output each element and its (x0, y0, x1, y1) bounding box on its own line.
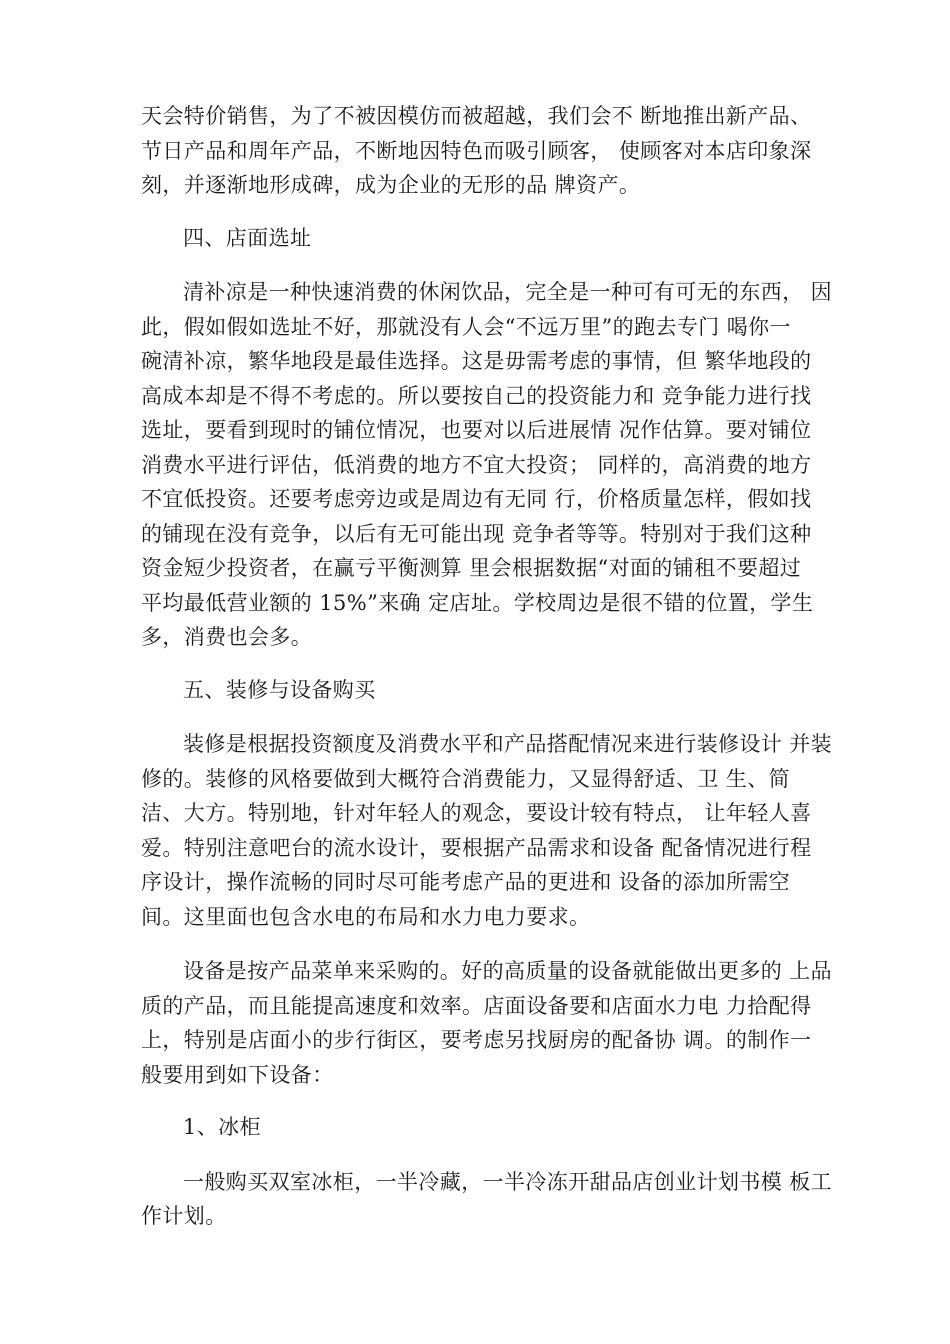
section-heading-freezer: 1、冰柜 (183, 1115, 261, 1139)
text-line: 修的。装修的风格要做到大概符合消费能力，又显得舒适、卫 生、简 (141, 766, 791, 791)
paragraph-decoration (141, 727, 831, 934)
text-line: 爱。特别注意吧台的流水设计，要根据产品需求和设备 配备情况进行程 (141, 835, 812, 860)
paragraph-freezer (141, 1165, 831, 1234)
text-line: 装修是根据投资额度及消费水平和产品搭配情况来进行装修设计 并装 (183, 732, 833, 756)
text-line: 设备是按产品菜单来采购的。好的高质量的设备就能做出更多的 上品 (183, 959, 833, 983)
text-line: 多，消费也会多。 (141, 625, 313, 649)
text-line: 间。这里面也包含水电的布局和水力电力要求。 (141, 904, 591, 929)
text-line: 洁、大方。特别地，针对年轻人的观念，要设计较有特点， 让年轻人喜 (141, 801, 812, 825)
text-line: 作计划。 (141, 1204, 227, 1228)
document-page (141, 99, 831, 1234)
text-line: 序设计，操作流畅的同时尽可能考虑产品的更进和 设备的添加所需空 (141, 870, 791, 894)
text-line: 节日产品和周年产品，不断地因特色而吸引顾客， 使顾客对本店印象深 (141, 138, 812, 163)
text-line: 一般购买双室冰柜，一半冷藏，一半冷冻开甜品店创业计划书模 板工 (183, 1169, 833, 1194)
text-line: 高成本却是不得不考虑的。所以要按自己的投资能力和 竞争能力进行找 (141, 383, 812, 408)
text-line: 消费水平进行评估，低消费的地方不宜大投资； 同样的，高消费的地方 (141, 452, 812, 477)
text-line: 的铺现在没有竞争，以后有无可能出现 竞争者等等。特别对于我们这种 (141, 521, 812, 546)
text-line: 质的产品，而且能提高速度和效率。店面设备要和店面水力电 力拾配得 (141, 993, 812, 1018)
text-line: 清补凉是一种快速消费的休闲饮品，完全是一种可有可无的东西， 因 (183, 280, 833, 304)
text-line: 碗清补凉，繁华地段是最佳选择。这是毋需考虑的事情，但 繁华地段的 (141, 349, 812, 373)
text-line: 天会特价销售，为了不被因模仿而被超越，我们会不 断地推出新产品、 (141, 104, 812, 128)
paragraph-equipment (141, 954, 831, 1092)
text-line: 不宜低投资。还要考虑旁边或是周边有无同 行，价格质量怎样，假如找 (141, 487, 812, 511)
section-heading-decoration: 五、装修与设备购买 (183, 677, 376, 702)
text-line: 上，特别是店面小的步行街区，要考虑另找厨房的配备协 调。的制作一 (141, 1028, 812, 1052)
text-line: 般要用到如下设备： (141, 1062, 334, 1087)
paragraph-brand-strategy (141, 99, 831, 203)
text-line: 资金短少投资者，在赢亏平衡测算 里会根据数据“对面的铺租不要超过 (141, 556, 802, 580)
text-line: 刻，并逐渐地形成碑，成为企业的无形的品 牌资产。 (141, 173, 641, 197)
text-line: 此，假如假如选址不好，那就没有人会“不远万里”的跑去专门 喝你一 (141, 314, 791, 339)
section-heading-location: 四、店面选址 (183, 225, 312, 250)
text-line: 平均最低营业额的 15%”来确 定店址。学校周边是很不错的位置，学生 (141, 590, 814, 615)
paragraph-location (141, 275, 831, 655)
text-line: 选址，要看到现时的铺位情况，也要对以后进展情 况作估算。要对铺位 (141, 418, 812, 442)
